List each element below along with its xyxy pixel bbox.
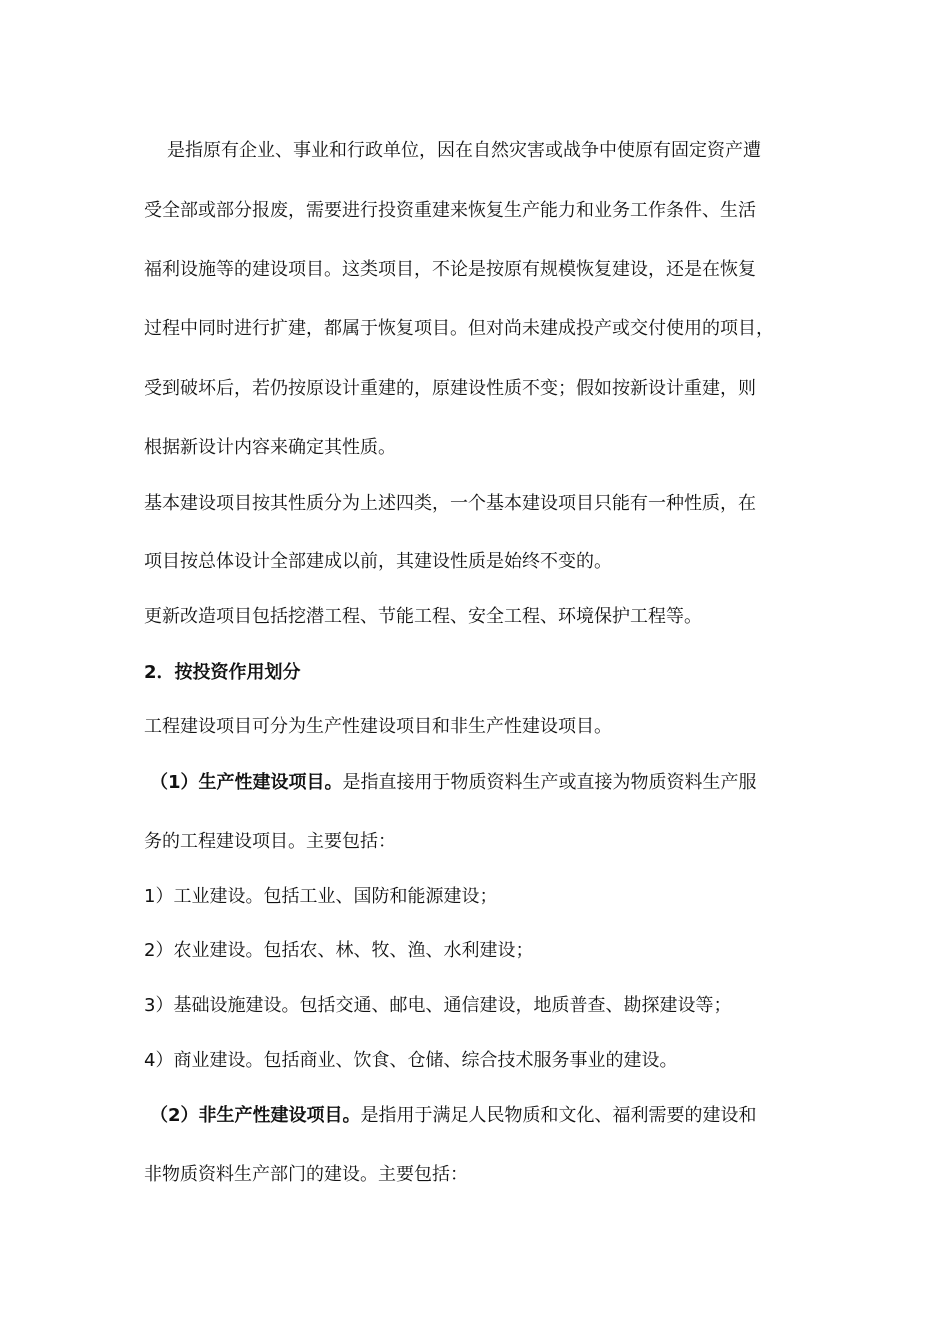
list-item: 1）工业建设。包括工业、国防和能源建设； [144, 886, 498, 907]
productive-project-line [150, 771, 820, 795]
productive-project-text: 是指直接用于物质资料生产或直接为物质资料生产服 [342, 772, 757, 793]
paragraph-line: 受到破坏后，若仍按原设计重建的，原建设性质不变；假如按新设计重建，则 [144, 378, 756, 399]
nonproductive-project-label: （2）非生产性建设项目。 [150, 1105, 361, 1126]
nonproductive-project-line [150, 1104, 820, 1128]
section-heading: 2．按投资作用划分 [144, 662, 301, 683]
paragraph-line: 务的工程建设项目。主要包括： [144, 831, 396, 852]
productive-project-label: （1）生产性建设项目。 [150, 772, 343, 793]
paragraph-line: 项目按总体设计全部建成以前，其建设性质是始终不变的。 [144, 551, 612, 572]
list-item: 3）基础设施建设。包括交通、邮电、通信建设，地质普查、勘探建设等； [144, 995, 732, 1016]
list-item: 4）商业建设。包括商业、饮食、仓储、综合技术服务事业的建设。 [144, 1050, 678, 1071]
nonproductive-project-text: 是指用于满足人民物质和文化、福利需要的建设和 [360, 1105, 757, 1126]
paragraph-line: 基本建设项目按其性质分为上述四类，一个基本建设项目只能有一种性质，在 [144, 493, 756, 514]
paragraph-line: 工程建设项目可分为生产性建设项目和非生产性建设项目。 [144, 716, 612, 737]
list-item: 2）农业建设。包括农、林、牧、渔、水利建设； [144, 940, 534, 961]
paragraph-line: 过程中同时进行扩建，都属于恢复项目。但对尚未建成投产或交付使用的项目， [144, 318, 774, 339]
paragraph-line: 福利设施等的建设项目。这类项目，不论是按原有规模恢复建设，还是在恢复 [144, 259, 756, 280]
paragraph-line: 受全部或部分报废，需要进行投资重建来恢复生产能力和业务工作条件、生活 [144, 200, 756, 221]
paragraph-line: 根据新设计内容来确定其性质。 [144, 437, 396, 458]
paragraph-line: 更新改造项目包括挖潜工程、节能工程、安全工程、环境保护工程等。 [144, 606, 702, 627]
paragraph-line: 是指原有企业、事业和行政单位，因在自然灾害或战争中使原有固定资产遭 [167, 140, 761, 161]
paragraph-line: 非物质资料生产部门的建设。主要包括： [144, 1164, 468, 1185]
